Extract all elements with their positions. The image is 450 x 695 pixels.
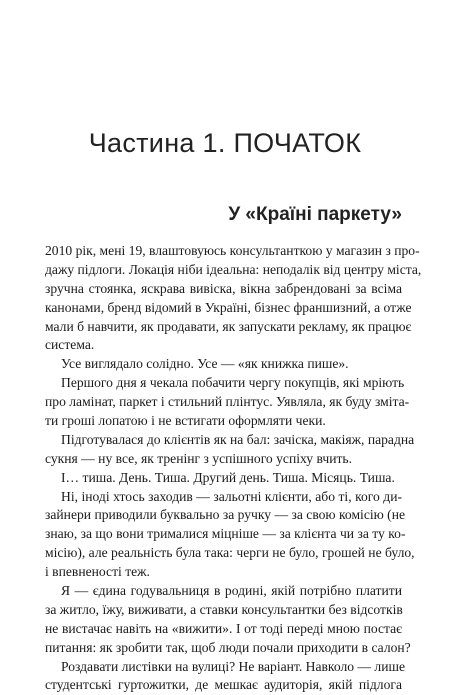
text-line: ти гроші лопатою і не встигати оформляти чеки. (45, 413, 326, 429)
text-line: і впевненості теж. (45, 564, 150, 580)
text-line: система. (45, 337, 95, 353)
text-line: місію), але реальність була така: черги не було, грошей не було, (45, 545, 415, 561)
text-line: Усе виглядало солідно. Усе — «як книжка пише». (61, 356, 349, 372)
text-line: за житло, їжу, виживати, а ставки консультантки без відсотків (45, 601, 403, 617)
part-title: Частина 1. ПОЧАТОК (88, 128, 362, 158)
text-line: І… тиша. День. Тиша. Другий день. Тиша. Місяць. Тиша. (61, 469, 395, 485)
text-line: 2010 рік, мені 19, влаштовуюсь консультанткою у магазин з про- (45, 243, 420, 258)
body-text (45, 242, 422, 695)
text-line: не вистачає навіть на «вижити». І от тоді переді мною постає (45, 620, 402, 636)
text-line: мали б навчити, як продавати, як запускати рекламу, як працює (45, 318, 412, 334)
text-line: питання: як зробити так, щоб люди почали приходити в салон? (45, 639, 411, 655)
text-line: знаю, за що вони трималися міцніше — за клієнта чи за ту ко- (45, 526, 406, 542)
section-title: У «Країні паркету» (228, 204, 402, 225)
text-line: сукня — ну все, як тренінг з успішного успіху вчить. (45, 450, 353, 466)
text-line: зручна стоянка, яскрава вивіска, вікна забрендовані за всіма (45, 280, 402, 296)
text-line: Ні, іноді хтось заходив — зальотні клієнти, або ті, кого ди- (61, 488, 402, 504)
text-line: зайнери приводили буквально за ручку — за свою комісію (не (45, 507, 406, 523)
text-line: про ламінат, паркет і стильний плінтус. Уявляла, як буду зміта- (45, 394, 410, 410)
text-line: Першого дня я чекала побачити чергу покупців, які мріють (61, 375, 405, 391)
text-line: Роздавати листівки на вулиці? Не варіант. Навколо — лише (61, 658, 405, 674)
text-line: студентські гуртожитки, де мешкає аудиторія, якій підлога (45, 677, 402, 693)
text-line: Я — єдина годувальниця в родині, якій потрібно платити (61, 583, 402, 599)
text-line: канонами, бренд відомий в Україні, бізнес франшизний, а отже (45, 299, 412, 315)
text-line: Підготувалася до клієнтів як на бал: зачіска, макіяж, парадна (61, 431, 415, 447)
text-line: дажу підлоги. Локація ніби ідеальна: неподалік від центру міста, (45, 261, 422, 277)
